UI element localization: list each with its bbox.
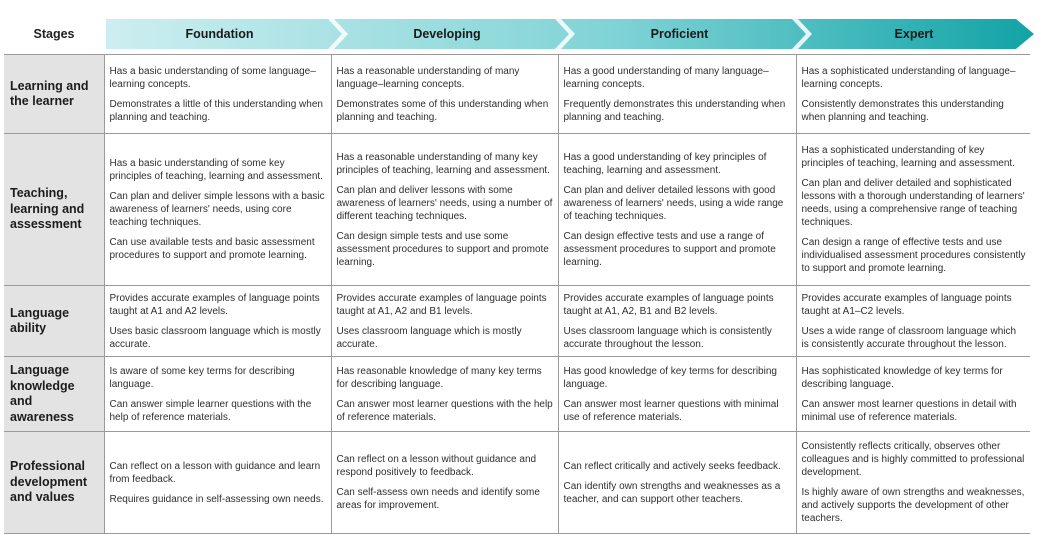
descriptor-text: Can design a range of effective tests and use individualised assessment procedures consistently to support and promote learning. (801, 237, 1026, 274)
descriptor-text: Can answer most learner questions in detail with minimal use of reference materials. (801, 398, 1017, 423)
cell-developing (331, 134, 558, 286)
descriptor-text: Has a reasonable understanding of many language–learning concepts. (336, 65, 520, 90)
descriptor-text: Has a good understanding of key principles of teaching, learning and assessment. (563, 151, 767, 176)
stage-teaching-learning-assessment: Teaching, learning and assessment (4, 134, 104, 286)
stage-professional-development-values: Professional development and values (4, 432, 104, 534)
descriptor-text: Can plan and deliver detailed and sophisticated lessons with a thorough understanding of learners' needs, using a comprehensive range of teaching techniques. (801, 178, 1025, 228)
cell-foundation (104, 55, 331, 134)
cell-foundation (104, 286, 331, 357)
descriptor-text: Can reflect on a lesson with guidance and learn from feedback. (109, 460, 321, 485)
descriptor-text: Consistently demonstrates this understanding when planning and teaching. (801, 98, 1004, 123)
descriptor-text: Frequently demonstrates this understanding when planning and teaching. (563, 98, 786, 123)
cell-developing (331, 432, 558, 534)
stages-header-label: Stages (33, 27, 75, 41)
table-row (4, 432, 1030, 534)
level-foundation: Foundation (185, 27, 254, 41)
stage-language-knowledge-awareness: Language knowledge and awareness (4, 357, 104, 432)
descriptor-text: Has a basic understanding of some language–learning concepts. (109, 65, 316, 90)
table-row (4, 55, 1030, 134)
descriptor-text: Can plan and deliver simple lessons with a basic awareness of learners' needs, using core teaching techniques. (109, 191, 325, 228)
cell-proficient (558, 432, 796, 534)
cell-developing (331, 286, 558, 357)
table-row (4, 286, 1030, 357)
descriptor-text: Has a basic understanding of some key principles of teaching, learning and assessment. (109, 158, 323, 182)
descriptor-text: Provides accurate examples of language points taught at A1, A2 and B1 levels. (336, 292, 547, 317)
descriptor-text: Uses a wide range of classroom language which is consistently accurate throughout the lesson. (801, 325, 1017, 350)
descriptor-text: Uses classroom language which is consistently accurate throughout the lesson. (563, 325, 772, 350)
descriptor-text: Can design simple tests and use some assessment procedures to support and promote learning. (336, 230, 549, 268)
cell-expert (796, 134, 1030, 286)
descriptor-text: Can reflect on a lesson without guidance and respond positively to feedback. (336, 454, 537, 478)
competency-framework (4, 19, 1034, 524)
descriptor-text: Can identify own strengths and weaknesses as a teacher, and can support other teachers. (563, 480, 781, 505)
cell-proficient (558, 357, 796, 432)
descriptor-text: Uses basic classroom language which is mostly accurate. (109, 325, 321, 350)
level-proficient: Proficient (650, 27, 709, 41)
descriptor-text: Can plan and deliver detailed lessons with good awareness of learners' needs, using a wide range of teaching techniques. (563, 184, 784, 222)
table-header (4, 19, 1034, 49)
stage-learning-and-the-learner: Learning and the learner (4, 55, 104, 134)
descriptor-text: Is aware of some key terms for describing language. (109, 365, 295, 390)
descriptor-text: Uses classroom language which is mostly accurate. (336, 325, 522, 350)
level-developing: Developing (413, 27, 481, 41)
descriptor-text: Can answer most learner questions with minimal use of reference materials. (563, 398, 779, 423)
cell-expert (796, 55, 1030, 134)
descriptor-text: Can use available tests and basic assessment procedures to support and promote learning. (109, 237, 315, 261)
descriptor-text: Can plan and deliver lessons with some awareness of learners' needs, using a number of different teaching techniques. (336, 184, 553, 222)
cell-expert (796, 357, 1030, 432)
descriptor-text: Can reflect critically and actively seeks feedback. (563, 460, 781, 472)
descriptor-text: Has good knowledge of key terms for describing language. (563, 365, 777, 390)
descriptor-text: Consistently reflects critically, observes other colleagues and is highly committed to professional development. (801, 441, 1025, 478)
cell-foundation (104, 134, 331, 286)
descriptor-text: Has sophisticated knowledge of key terms for describing language. (801, 365, 1003, 390)
descriptor-text: Demonstrates some of this understanding when planning and teaching. (336, 98, 549, 123)
descriptor-text: Can answer most learner questions with the help of reference materials. (336, 398, 553, 423)
descriptor-text: Is highly aware of own strengths and weaknesses, and actively supports the development of other teachers. (801, 487, 1025, 524)
descriptor-text: Has a good understanding of many language–learning concepts. (563, 65, 769, 90)
descriptor-text: Can self-assess own needs and identify some areas for improvement. (336, 487, 540, 511)
cell-developing (331, 357, 558, 432)
cell-proficient (558, 286, 796, 357)
cell-foundation (104, 432, 331, 534)
descriptor-text: Provides accurate examples of language points taught at A1, A2, B1 and B2 levels. (563, 292, 774, 317)
descriptor-text: Has reasonable knowledge of many key terms for describing language. (336, 365, 542, 390)
competency-table (4, 54, 1030, 534)
descriptor-text: Requires guidance in self-assessing own needs. (109, 493, 324, 505)
cell-developing (331, 55, 558, 134)
cell-proficient (558, 55, 796, 134)
table-row (4, 134, 1030, 286)
stage-language-ability: Language ability (4, 286, 104, 357)
descriptor-text: Provides accurate examples of language points taught at A1 and A2 levels. (109, 292, 320, 317)
cell-expert (796, 432, 1030, 534)
cell-proficient (558, 134, 796, 286)
descriptor-text: Has a reasonable understanding of many key principles of teaching, learning and assessment. (336, 151, 550, 176)
cell-foundation (104, 357, 331, 432)
descriptor-text: Provides accurate examples of language points taught at A1–C2 levels. (801, 292, 1012, 317)
cell-expert (796, 286, 1030, 357)
descriptor-text: Can design effective tests and use a range of assessment procedures to support and promote learning. (563, 230, 776, 268)
descriptor-text: Has a sophisticated understanding of language–learning concepts. (801, 65, 1016, 90)
table-row (4, 357, 1030, 432)
level-expert: Expert (894, 27, 934, 41)
descriptor-text: Has a sophisticated understanding of key principles of teaching, learning and assessment. (801, 145, 1015, 169)
descriptor-text: Can answer simple learner questions with the help of reference materials. (109, 398, 312, 423)
descriptor-text: Demonstrates a little of this understanding when planning and teaching. (109, 98, 323, 123)
